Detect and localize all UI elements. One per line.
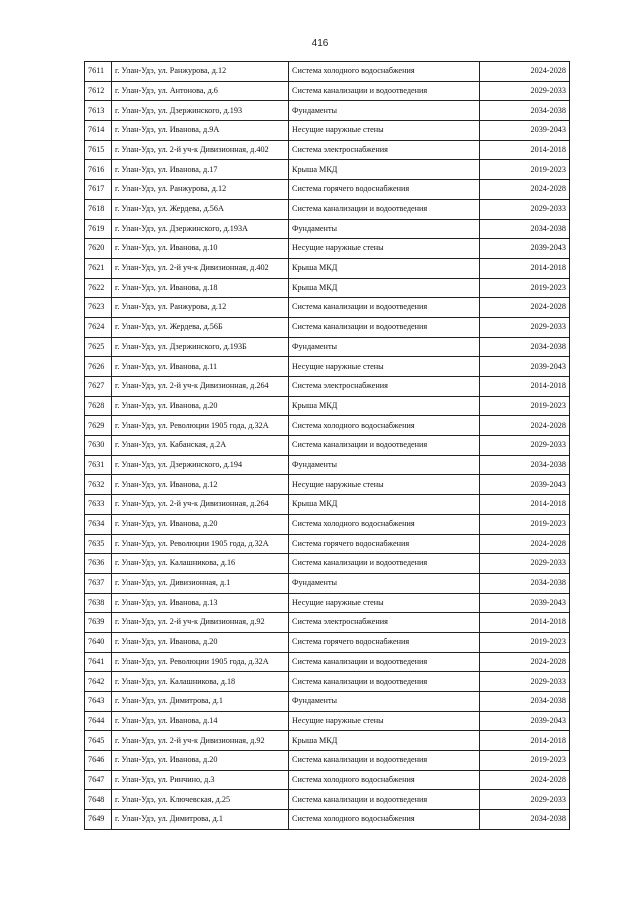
table-row [85, 573, 570, 593]
table-row [85, 298, 570, 318]
repair-period-cell: 2029-2033 [480, 199, 570, 219]
building-system-cell: Система канализации и водоотведения [289, 317, 480, 337]
building-system-cell: Фундаменты [289, 692, 480, 712]
row-number-cell: 7621 [85, 258, 112, 278]
row-number-cell: 7611 [85, 62, 112, 82]
building-system-cell: Крыша МКД [289, 731, 480, 751]
table-row [85, 593, 570, 613]
table-row [85, 692, 570, 712]
address-cell: г. Улан-Удэ, ул. Кабанская, д.2А [112, 436, 289, 456]
repair-period-cell: 2014-2018 [480, 140, 570, 160]
table-row [85, 317, 570, 337]
address-cell: г. Улан-Удэ, ул. Ринчино, д.3 [112, 770, 289, 790]
building-system-cell: Система холодного водоснабжения [289, 514, 480, 534]
building-system-cell: Система канализации и водоотведения [289, 790, 480, 810]
address-cell: г. Улан-Удэ, ул. Ключевская, д.25 [112, 790, 289, 810]
building-system-cell: Крыша МКД [289, 495, 480, 515]
table-row [85, 770, 570, 790]
address-cell: г. Улан-Удэ, ул. 2-й уч-к Дивизионная, д.92 [112, 613, 289, 633]
row-number-cell: 7613 [85, 101, 112, 121]
address-cell: г. Улан-Удэ, ул. 2-й уч-к Дивизионная, д.402 [112, 140, 289, 160]
repair-period-cell: 2014-2018 [480, 495, 570, 515]
repair-period-cell: 2019-2023 [480, 751, 570, 771]
row-number-cell: 7647 [85, 770, 112, 790]
table-row [85, 180, 570, 200]
building-system-cell: Фундаменты [289, 455, 480, 475]
table-row [85, 514, 570, 534]
address-cell: г. Улан-Удэ, ул. Иванова, д.17 [112, 160, 289, 180]
repair-period-cell: 2024-2028 [480, 534, 570, 554]
row-number-cell: 7642 [85, 672, 112, 692]
table-row [85, 416, 570, 436]
row-number-cell: 7622 [85, 278, 112, 298]
repair-period-cell: 2034-2038 [480, 573, 570, 593]
building-system-cell: Крыша МКД [289, 278, 480, 298]
address-cell: г. Улан-Удэ, ул. Иванова, д.12 [112, 475, 289, 495]
building-system-cell: Система холодного водоснабжения [289, 810, 480, 830]
row-number-cell: 7635 [85, 534, 112, 554]
repair-period-cell: 2034-2038 [480, 219, 570, 239]
building-system-cell: Система холодного водоснабжения [289, 62, 480, 82]
repair-period-cell: 2029-2033 [480, 790, 570, 810]
repair-period-cell: 2039-2043 [480, 357, 570, 377]
repair-period-cell: 2029-2033 [480, 436, 570, 456]
table-row [85, 672, 570, 692]
table-row [85, 613, 570, 633]
building-system-cell: Крыша МКД [289, 258, 480, 278]
address-cell: г. Улан-Удэ, ул. Жердева, д.56Б [112, 317, 289, 337]
address-cell: г. Улан-Удэ, ул. Дзержинского, д.193 [112, 101, 289, 121]
row-number-cell: 7618 [85, 199, 112, 219]
address-cell: г. Улан-Удэ, ул. Революции 1905 года, д.32А [112, 652, 289, 672]
table-row [85, 219, 570, 239]
table-row [85, 357, 570, 377]
repair-period-cell: 2034-2038 [480, 101, 570, 121]
repair-period-cell: 2024-2028 [480, 770, 570, 790]
address-cell: г. Улан-Удэ, ул. Димитрова, д.1 [112, 810, 289, 830]
repair-period-cell: 2039-2043 [480, 239, 570, 259]
address-cell: г. Улан-Удэ, ул. Жердева, д.56А [112, 199, 289, 219]
row-number-cell: 7615 [85, 140, 112, 160]
row-number-cell: 7623 [85, 298, 112, 318]
building-system-cell: Несущие наружные стены [289, 357, 480, 377]
address-cell: г. Улан-Удэ, ул. Революции 1905 года, д.32А [112, 534, 289, 554]
building-system-cell: Фундаменты [289, 101, 480, 121]
row-number-cell: 7627 [85, 377, 112, 397]
address-cell: г. Улан-Удэ, ул. Димитрова, д.1 [112, 692, 289, 712]
row-number-cell: 7638 [85, 593, 112, 613]
address-cell: г. Улан-Удэ, ул. Дзержинского, д.194 [112, 455, 289, 475]
row-number-cell: 7636 [85, 554, 112, 574]
row-number-cell: 7619 [85, 219, 112, 239]
table-row [85, 199, 570, 219]
registry-table-body [85, 62, 570, 830]
repair-period-cell: 2029-2033 [480, 81, 570, 101]
row-number-cell: 7649 [85, 810, 112, 830]
address-cell: г. Улан-Удэ, ул. 2-й уч-к Дивизионная, д.264 [112, 377, 289, 397]
table-row [85, 140, 570, 160]
building-system-cell: Система электроснабжения [289, 613, 480, 633]
repair-period-cell: 2024-2028 [480, 416, 570, 436]
address-cell: г. Улан-Удэ, ул. 2-й уч-к Дивизионная, д.92 [112, 731, 289, 751]
building-system-cell: Фундаменты [289, 219, 480, 239]
building-system-cell: Несущие наружные стены [289, 711, 480, 731]
repair-period-cell: 2019-2023 [480, 396, 570, 416]
address-cell: г. Улан-Удэ, ул. Иванова, д.11 [112, 357, 289, 377]
address-cell: г. Улан-Удэ, ул. Иванова, д.10 [112, 239, 289, 259]
repair-period-cell: 2019-2023 [480, 278, 570, 298]
repair-period-cell: 2014-2018 [480, 377, 570, 397]
address-cell: г. Улан-Удэ, ул. Ранжурова, д.12 [112, 62, 289, 82]
table-row [85, 396, 570, 416]
address-cell: г. Улан-Удэ, ул. Иванова, д.20 [112, 632, 289, 652]
row-number-cell: 7614 [85, 121, 112, 141]
repair-period-cell: 2029-2033 [480, 317, 570, 337]
repair-period-cell: 2019-2023 [480, 160, 570, 180]
table-row [85, 81, 570, 101]
table-row [85, 258, 570, 278]
address-cell: г. Улан-Удэ, ул. Иванова, д.13 [112, 593, 289, 613]
repair-period-cell: 2014-2018 [480, 731, 570, 751]
table-row [85, 790, 570, 810]
repair-period-cell: 2034-2038 [480, 810, 570, 830]
repair-period-cell: 2024-2028 [480, 652, 570, 672]
address-cell: г. Улан-Удэ, ул. Дзержинского, д.193Б [112, 337, 289, 357]
repair-period-cell: 2019-2023 [480, 632, 570, 652]
building-system-cell: Система канализации и водоотведения [289, 436, 480, 456]
address-cell: г. Улан-Удэ, ул. Иванова, д.9А [112, 121, 289, 141]
row-number-cell: 7644 [85, 711, 112, 731]
table-row [85, 455, 570, 475]
repair-period-cell: 2034-2038 [480, 692, 570, 712]
building-system-cell: Система канализации и водоотведения [289, 81, 480, 101]
building-system-cell: Система горячего водоснабжения [289, 632, 480, 652]
row-number-cell: 7634 [85, 514, 112, 534]
row-number-cell: 7637 [85, 573, 112, 593]
table-row [85, 101, 570, 121]
repair-period-cell: 2034-2038 [480, 455, 570, 475]
building-system-cell: Фундаменты [289, 337, 480, 357]
address-cell: г. Улан-Удэ, ул. 2-й уч-к Дивизионная, д.402 [112, 258, 289, 278]
table-row [85, 554, 570, 574]
building-system-cell: Система горячего водоснабжения [289, 180, 480, 200]
table-row [85, 534, 570, 554]
row-number-cell: 7630 [85, 436, 112, 456]
table-row [85, 731, 570, 751]
page-number: 416 [311, 38, 329, 49]
building-system-cell: Фундаменты [289, 573, 480, 593]
repair-period-cell: 2034-2038 [480, 337, 570, 357]
table-row [85, 711, 570, 731]
building-system-cell: Система холодного водоснабжения [289, 416, 480, 436]
table-row [85, 121, 570, 141]
row-number-cell: 7646 [85, 751, 112, 771]
building-system-cell: Система канализации и водоотведения [289, 554, 480, 574]
repair-period-cell: 2039-2043 [480, 121, 570, 141]
building-system-cell: Система канализации и водоотведения [289, 298, 480, 318]
building-system-cell: Система горячего водоснабжения [289, 534, 480, 554]
row-number-cell: 7617 [85, 180, 112, 200]
row-number-cell: 7645 [85, 731, 112, 751]
building-system-cell: Система канализации и водоотведения [289, 199, 480, 219]
repair-period-cell: 2014-2018 [480, 613, 570, 633]
address-cell: г. Улан-Удэ, ул. Калашникова, д.18 [112, 672, 289, 692]
building-system-cell: Несущие наружные стены [289, 239, 480, 259]
repair-period-cell: 2029-2033 [480, 672, 570, 692]
building-system-cell: Система холодного водоснабжения [289, 770, 480, 790]
row-number-cell: 7639 [85, 613, 112, 633]
table-row [85, 810, 570, 830]
address-cell: г. Улан-Удэ, ул. Иванова, д.20 [112, 751, 289, 771]
row-number-cell: 7620 [85, 239, 112, 259]
address-cell: г. Улан-Удэ, ул. Иванова, д.20 [112, 396, 289, 416]
table-row [85, 436, 570, 456]
repair-period-cell: 2029-2033 [480, 554, 570, 574]
address-cell: г. Улан-Удэ, ул. Дивизионная, д.1 [112, 573, 289, 593]
address-cell: г. Улан-Удэ, ул. Иванова, д.20 [112, 514, 289, 534]
repair-period-cell: 2024-2028 [480, 180, 570, 200]
building-system-cell: Система канализации и водоотведения [289, 672, 480, 692]
row-number-cell: 7616 [85, 160, 112, 180]
table-row [85, 652, 570, 672]
table-row [85, 62, 570, 82]
address-cell: г. Улан-Удэ, ул. Иванова, д.18 [112, 278, 289, 298]
row-number-cell: 7643 [85, 692, 112, 712]
row-number-cell: 7640 [85, 632, 112, 652]
table-row [85, 475, 570, 495]
address-cell: г. Улан-Удэ, ул. Революции 1905 года, д.32А [112, 416, 289, 436]
row-number-cell: 7626 [85, 357, 112, 377]
address-cell: г. Улан-Удэ, ул. 2-й уч-к Дивизионная, д.264 [112, 495, 289, 515]
address-cell: г. Улан-Удэ, ул. Калашникова, д.16 [112, 554, 289, 574]
table-row [85, 337, 570, 357]
row-number-cell: 7612 [85, 81, 112, 101]
row-number-cell: 7641 [85, 652, 112, 672]
row-number-cell: 7631 [85, 455, 112, 475]
row-number-cell: 7624 [85, 317, 112, 337]
repair-period-cell: 2024-2028 [480, 298, 570, 318]
table-row [85, 239, 570, 259]
row-number-cell: 7625 [85, 337, 112, 357]
address-cell: г. Улан-Удэ, ул. Ранжурова, д.12 [112, 298, 289, 318]
repair-period-cell: 2019-2023 [480, 514, 570, 534]
table-row [85, 495, 570, 515]
registry-table [84, 61, 570, 830]
building-system-cell: Система канализации и водоотведения [289, 652, 480, 672]
building-system-cell: Крыша МКД [289, 396, 480, 416]
repair-period-cell: 2039-2043 [480, 711, 570, 731]
repair-period-cell: 2039-2043 [480, 593, 570, 613]
table-row [85, 160, 570, 180]
building-system-cell: Система электроснабжения [289, 377, 480, 397]
table-row [85, 751, 570, 771]
address-cell: г. Улан-Удэ, ул. Иванова, д.14 [112, 711, 289, 731]
row-number-cell: 7628 [85, 396, 112, 416]
repair-period-cell: 2039-2043 [480, 475, 570, 495]
building-system-cell: Несущие наружные стены [289, 593, 480, 613]
row-number-cell: 7629 [85, 416, 112, 436]
address-cell: г. Улан-Удэ, ул. Дзержинского, д.193А [112, 219, 289, 239]
building-system-cell: Несущие наружные стены [289, 475, 480, 495]
repair-period-cell: 2024-2028 [480, 62, 570, 82]
table-row [85, 377, 570, 397]
row-number-cell: 7632 [85, 475, 112, 495]
row-number-cell: 7648 [85, 790, 112, 810]
row-number-cell: 7633 [85, 495, 112, 515]
repair-period-cell: 2014-2018 [480, 258, 570, 278]
table-row [85, 632, 570, 652]
building-system-cell: Несущие наружные стены [289, 121, 480, 141]
address-cell: г. Улан-Удэ, ул. Ранжурова, д.12 [112, 180, 289, 200]
table-row [85, 278, 570, 298]
building-system-cell: Крыша МКД [289, 160, 480, 180]
address-cell: г. Улан-Удэ, ул. Антонова, д.6 [112, 81, 289, 101]
building-system-cell: Система канализации и водоотведения [289, 751, 480, 771]
building-system-cell: Система электроснабжения [289, 140, 480, 160]
